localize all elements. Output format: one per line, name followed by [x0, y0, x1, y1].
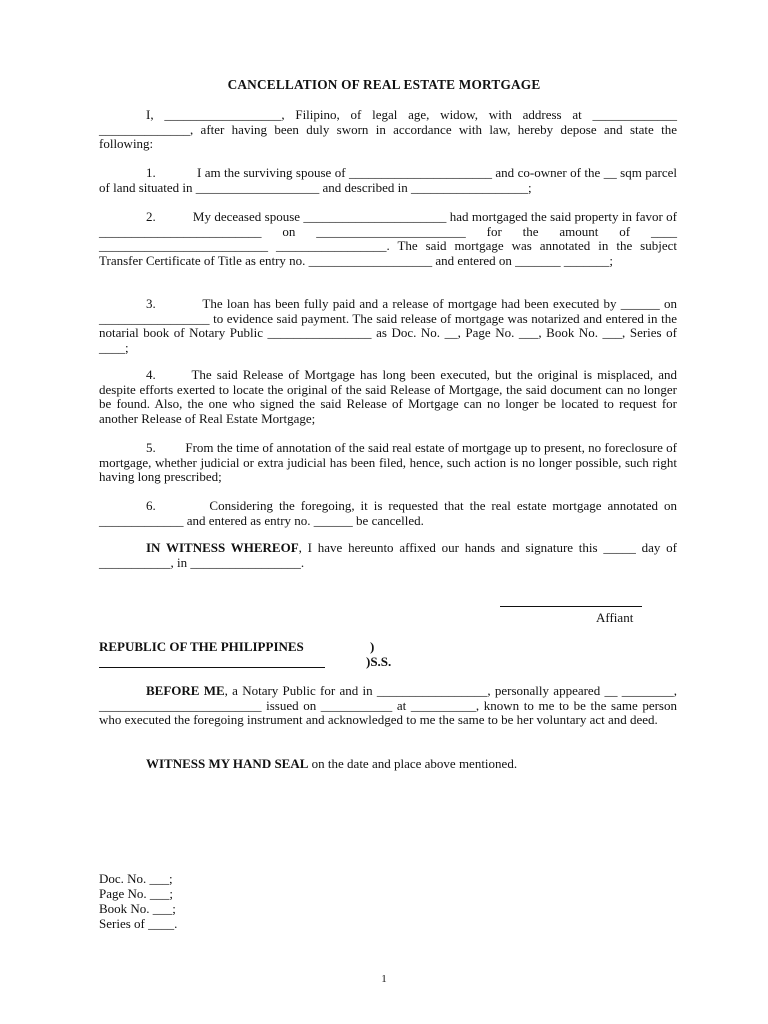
page-no: Page No. ___;: [99, 886, 174, 901]
before-me-paragraph: [99, 684, 677, 728]
paragraph-number: 3.: [146, 296, 156, 311]
venue-line: [99, 667, 325, 668]
before-me-heading: BEFORE ME: [146, 683, 225, 698]
hand-seal-text: on the date and place above mentioned.: [308, 756, 518, 771]
witness-text: , I have hereunto affixed our hands and signature this _____ day of ___________, in _________________.: [99, 540, 677, 570]
venue-paren: ): [370, 639, 375, 654]
intro-paragraph: I, __________________, Filipino, of legal age, widow, with address at _____________ ______________, after having been duly sworn in accordance with law, hereby depose and state the following:: [99, 107, 677, 152]
paragraph-text: I am the surviving spouse of ______________________ and co-owner of the __ sqm parcel of land situated in ___________________ and described in __________________;: [99, 165, 677, 195]
paragraph-text: My deceased spouse ______________________ had mortgaged the said property in favor of _________________________ on _______________________ for the amount of ____ __________________________ _________________. The said mortgage was annotated in the subject Transfer Certificate of Title as entry no. ___________________ and entered on _______ _______;: [99, 209, 678, 268]
hand-seal-paragraph: [99, 757, 677, 772]
witness-paragraph: [99, 541, 677, 570]
paragraph-5: [99, 441, 677, 485]
affiant-signature-line: [500, 606, 642, 607]
paragraph-2: [99, 210, 677, 268]
paragraph-6: [99, 499, 677, 528]
doc-no: Doc. No. ___;: [99, 871, 173, 886]
ss-label: )S.S.: [366, 654, 392, 669]
paragraph-number: 4.: [146, 367, 156, 382]
before-me-text: , a Notary Public for and in _________________, personally appeared __ ________, _________________________ issued on ___________ at __________, known to me to be the same person who executed the foregoing instrument and acknowledged to me the same to be her voluntary act and deed.: [99, 683, 677, 728]
page-number: 1: [381, 973, 387, 985]
paragraph-1: [99, 166, 677, 195]
series-of: Series of ____.: [99, 916, 178, 931]
paragraph-text: The loan has been fully paid and a release of mortgage had been executed by ______ on _________________ to evidence said payment. The said release of mortgage was notarized and entered in the notarial book of Notary Public ________________ as Doc. No. __, Page No. ___, Book No. ___, Series of ____;: [99, 296, 677, 355]
hand-seal-heading: WITNESS MY HAND SEAL: [146, 756, 309, 771]
paragraph-number: 1.: [146, 165, 156, 180]
paragraph-number: 2.: [146, 209, 156, 224]
document-title: CANCELLATION OF REAL ESTATE MORTGAGE: [227, 77, 541, 92]
paragraph-4: [99, 368, 677, 426]
affiant-label: Affiant: [596, 610, 634, 625]
paragraph-text: From the time of annotation of the said real estate of mortgage up to present, no foreclosure of mortgage, whether judicial or extra judicial has been filed, hence, such action is no longer possible, such right having long prescribed;: [99, 440, 677, 485]
paragraph-number: 6.: [146, 498, 156, 513]
book-no: Book No. ___;: [99, 901, 176, 916]
notarial-register-block: [99, 871, 177, 931]
paragraph-number: 5.: [146, 440, 156, 455]
paragraph-text: The said Release of Mortgage has long been executed, but the original is misplaced, and despite efforts exerted to locate the original of the said Release of Mortgage, the said document can no longer be found. Also, the one who signed the said Release of Mortgage can no longer be located to request for another Release of Real Estate Mortgage;: [99, 367, 677, 426]
republic-heading: REPUBLIC OF THE PHILIPPINES: [99, 639, 304, 654]
witness-heading: IN WITNESS WHEREOF: [146, 540, 299, 555]
paragraph-text: Considering the foregoing, it is requested that the real estate mortgage annotated on _____________ and entered as entry no. ______ be cancelled.: [99, 498, 677, 528]
paragraph-3: [99, 297, 677, 355]
